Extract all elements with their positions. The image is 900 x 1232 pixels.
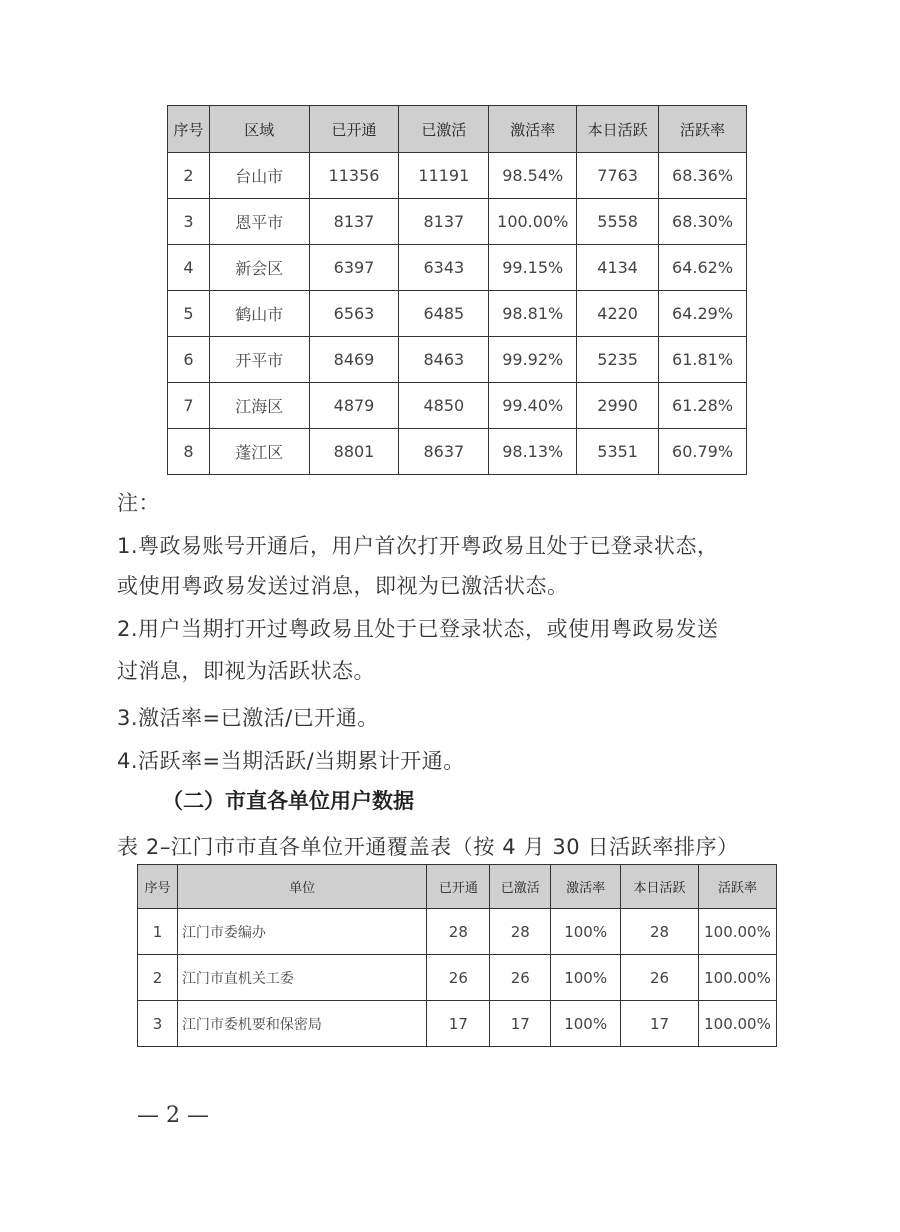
col-header-activation-rate: 激活率 bbox=[551, 865, 621, 909]
table-row bbox=[168, 245, 747, 291]
cell-activated: 17 bbox=[490, 1001, 551, 1047]
cell-activation-rate: 98.81% bbox=[489, 291, 577, 337]
cell-active-rate: 100.00% bbox=[698, 909, 776, 955]
table-row bbox=[168, 383, 747, 429]
cell-activated: 4850 bbox=[399, 383, 489, 429]
cell-daily-active: 5558 bbox=[577, 199, 659, 245]
cell-activated: 8137 bbox=[399, 199, 489, 245]
note-line: 或使用粤政易发送过消息，即视为已激活状态。 bbox=[117, 574, 569, 598]
page-number: — 2 — bbox=[137, 1103, 209, 1128]
cell-opened: 17 bbox=[427, 1001, 490, 1047]
cell-daily-active: 7763 bbox=[577, 153, 659, 199]
cell-active-rate: 64.62% bbox=[659, 245, 747, 291]
unit-coverage-table bbox=[137, 864, 777, 1047]
cell-activated: 8637 bbox=[399, 429, 489, 475]
cell-unit: 江门市委编办 bbox=[177, 909, 426, 955]
cell-daily-active: 17 bbox=[621, 1001, 699, 1047]
table-row bbox=[168, 199, 747, 245]
col-header-daily-active: 本日活跃 bbox=[577, 106, 659, 153]
cell-daily-active: 4134 bbox=[577, 245, 659, 291]
table-row bbox=[138, 909, 777, 955]
cell-activation-rate: 100% bbox=[551, 1001, 621, 1047]
col-header-active-rate: 活跃率 bbox=[698, 865, 776, 909]
cell-active-rate: 68.36% bbox=[659, 153, 747, 199]
table-row bbox=[168, 429, 747, 475]
cell-index: 1 bbox=[138, 909, 178, 955]
cell-daily-active: 2990 bbox=[577, 383, 659, 429]
cell-activated: 6485 bbox=[399, 291, 489, 337]
cell-activation-rate: 100% bbox=[551, 955, 621, 1001]
cell-index: 5 bbox=[168, 291, 210, 337]
cell-active-rate: 60.79% bbox=[659, 429, 747, 475]
note-line: 4.活跃率=当期活跃/当期累计开通。 bbox=[117, 749, 465, 773]
cell-opened: 26 bbox=[427, 955, 490, 1001]
table-row bbox=[168, 291, 747, 337]
cell-active-rate: 100.00% bbox=[698, 955, 776, 1001]
note-line: 1.粤政易账号开通后，用户首次打开粤政易且处于已登录状态， bbox=[117, 534, 719, 558]
cell-index: 6 bbox=[168, 337, 210, 383]
cell-index: 3 bbox=[168, 199, 210, 245]
col-header-activated: 已激活 bbox=[399, 106, 489, 153]
cell-index: 8 bbox=[168, 429, 210, 475]
cell-region: 恩平市 bbox=[209, 199, 309, 245]
cell-index: 4 bbox=[168, 245, 210, 291]
cell-active-rate: 68.30% bbox=[659, 199, 747, 245]
cell-index: 2 bbox=[138, 955, 178, 1001]
cell-daily-active: 28 bbox=[621, 909, 699, 955]
cell-opened: 6563 bbox=[309, 291, 399, 337]
col-header-region: 区域 bbox=[209, 106, 309, 153]
district-coverage-table bbox=[167, 105, 747, 475]
cell-active-rate: 61.28% bbox=[659, 383, 747, 429]
col-header-index: 序号 bbox=[168, 106, 210, 153]
table-header-row bbox=[138, 865, 777, 909]
cell-region: 台山市 bbox=[209, 153, 309, 199]
cell-region: 新会区 bbox=[209, 245, 309, 291]
note-line: 3.激活率=已激活/已开通。 bbox=[117, 706, 379, 730]
col-header-unit: 单位 bbox=[177, 865, 426, 909]
cell-activation-rate: 99.15% bbox=[489, 245, 577, 291]
cell-activation-rate: 98.13% bbox=[489, 429, 577, 475]
cell-daily-active: 5351 bbox=[577, 429, 659, 475]
table-header-row bbox=[168, 106, 747, 153]
cell-region: 江海区 bbox=[209, 383, 309, 429]
cell-index: 7 bbox=[168, 383, 210, 429]
cell-activation-rate: 99.92% bbox=[489, 337, 577, 383]
cell-daily-active: 26 bbox=[621, 955, 699, 1001]
cell-activation-rate: 99.40% bbox=[489, 383, 577, 429]
col-header-opened: 已开通 bbox=[427, 865, 490, 909]
section-title: （二）市直各单位用户数据 bbox=[162, 789, 414, 813]
col-header-activation-rate: 激活率 bbox=[489, 106, 577, 153]
note-line: 过消息，即视为活跃状态。 bbox=[117, 659, 375, 683]
cell-activated: 8463 bbox=[399, 337, 489, 383]
cell-activation-rate: 100% bbox=[551, 909, 621, 955]
cell-index: 2 bbox=[168, 153, 210, 199]
cell-opened: 8469 bbox=[309, 337, 399, 383]
cell-opened: 6397 bbox=[309, 245, 399, 291]
cell-unit: 江门市直机关工委 bbox=[177, 955, 426, 1001]
cell-unit: 江门市委机要和保密局 bbox=[177, 1001, 426, 1047]
table-row bbox=[168, 337, 747, 383]
table-row bbox=[138, 1001, 777, 1047]
cell-region: 鹤山市 bbox=[209, 291, 309, 337]
cell-opened: 8801 bbox=[309, 429, 399, 475]
col-header-index: 序号 bbox=[138, 865, 178, 909]
cell-index: 3 bbox=[138, 1001, 178, 1047]
table2-caption: 表 2–江门市市直各单位开通覆盖表（按 4 月 30 日活跃率排序） bbox=[117, 835, 739, 859]
cell-active-rate: 64.29% bbox=[659, 291, 747, 337]
cell-active-rate: 61.81% bbox=[659, 337, 747, 383]
col-header-active-rate: 活跃率 bbox=[659, 106, 747, 153]
cell-opened: 11356 bbox=[309, 153, 399, 199]
cell-activated: 26 bbox=[490, 955, 551, 1001]
cell-activated: 6343 bbox=[399, 245, 489, 291]
note-line: 2.用户当期打开过粤政易且处于已登录状态，或使用粤政易发送 bbox=[117, 617, 719, 641]
cell-opened: 4879 bbox=[309, 383, 399, 429]
cell-daily-active: 5235 bbox=[577, 337, 659, 383]
cell-region: 蓬江区 bbox=[209, 429, 309, 475]
cell-activated: 11191 bbox=[399, 153, 489, 199]
cell-activation-rate: 98.54% bbox=[489, 153, 577, 199]
cell-opened: 28 bbox=[427, 909, 490, 955]
col-header-opened: 已开通 bbox=[309, 106, 399, 153]
cell-opened: 8137 bbox=[309, 199, 399, 245]
col-header-activated: 已激活 bbox=[490, 865, 551, 909]
cell-activated: 28 bbox=[490, 909, 551, 955]
table-row bbox=[168, 153, 747, 199]
cell-region: 开平市 bbox=[209, 337, 309, 383]
notes-heading: 注： bbox=[117, 491, 160, 515]
table-row bbox=[138, 955, 777, 1001]
cell-active-rate: 100.00% bbox=[698, 1001, 776, 1047]
cell-activation-rate: 100.00% bbox=[489, 199, 577, 245]
cell-daily-active: 4220 bbox=[577, 291, 659, 337]
col-header-daily-active: 本日活跃 bbox=[621, 865, 699, 909]
